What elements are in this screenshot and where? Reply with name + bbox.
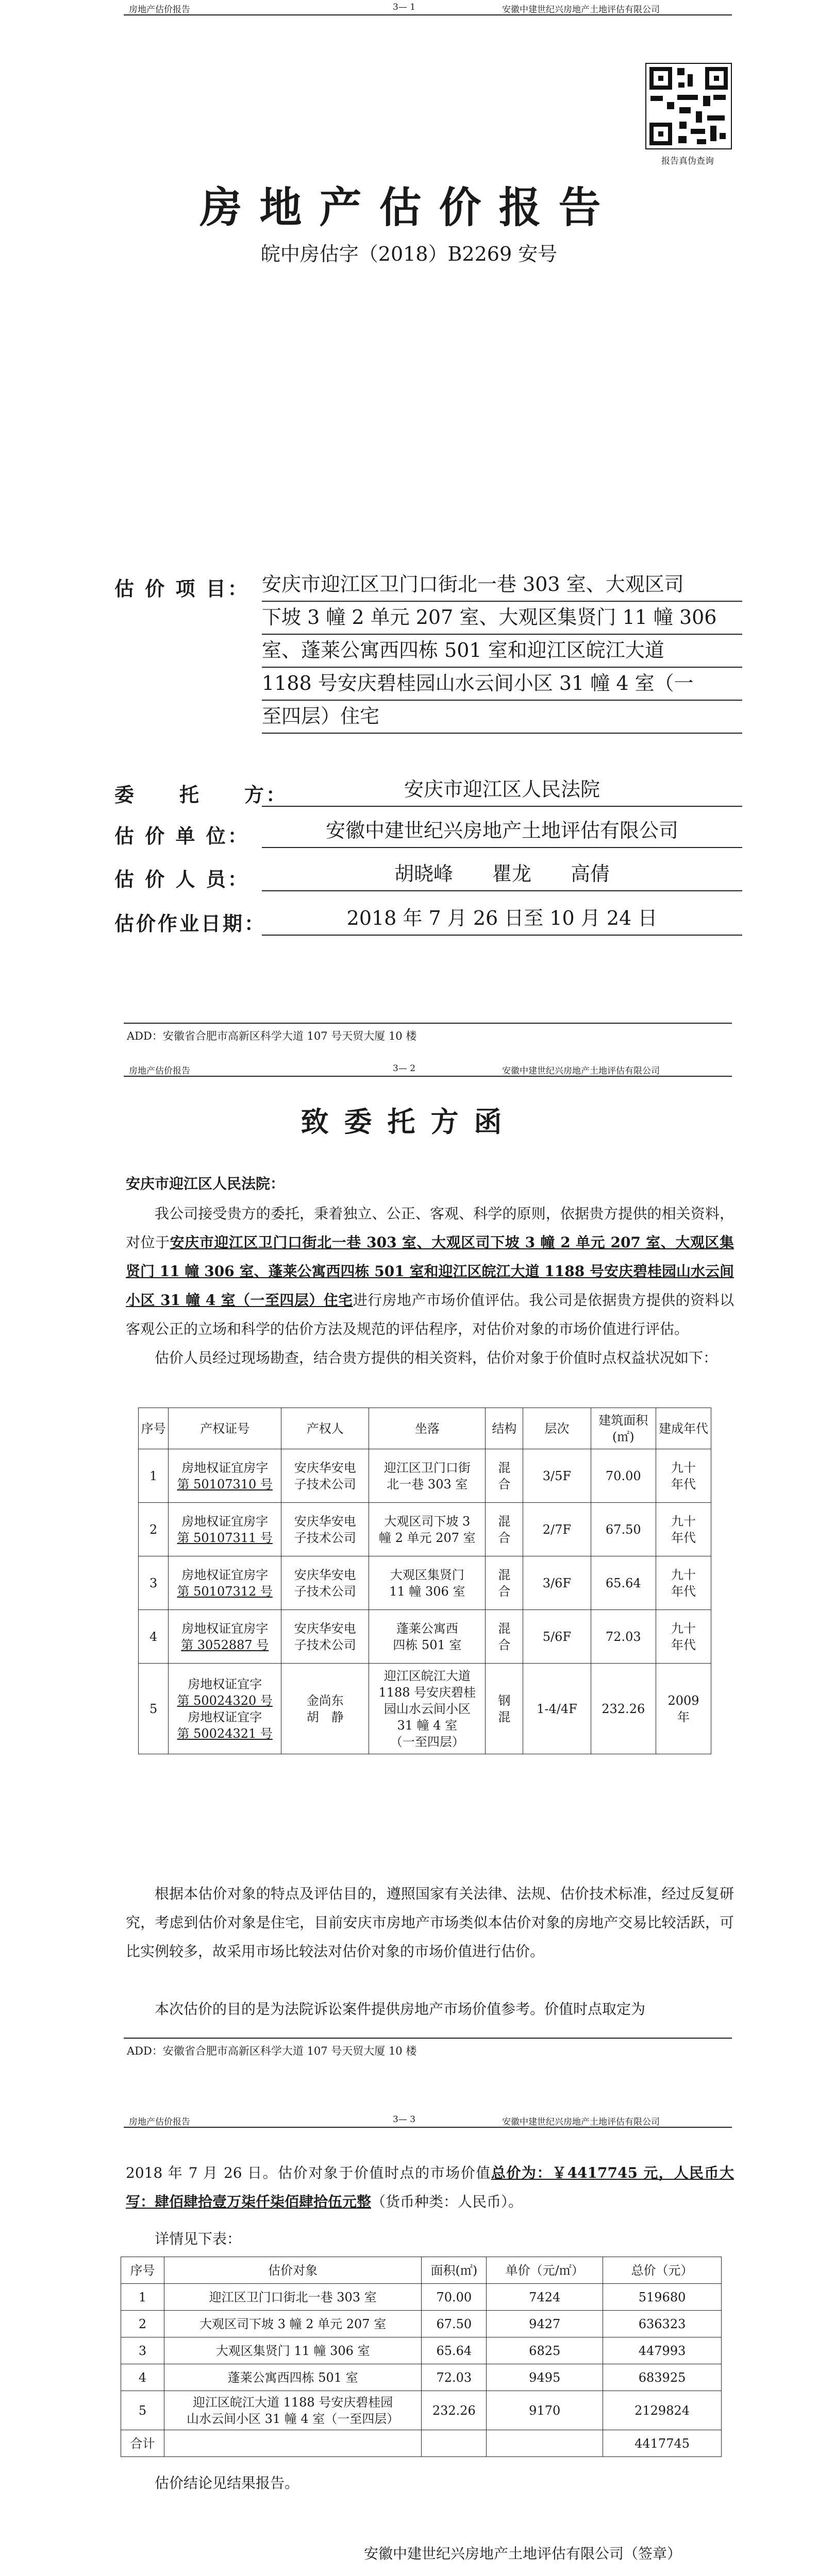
conclusion-text: 估价结论见结果报告。 xyxy=(155,2475,299,2492)
letter-paragraph-1: 我公司接受贵方的委托，秉着独立、公正、客观、科学的原则，依据贵方提供的相关资料，对位于安庆市迎江区卫门口街北一巷 303 室、大观区司下坡 3 幢 2 单元 207 室、大观区集贤门 11 幢 306 室、蓬莱公寓西四栋 501 室和迎江区皖江大道 1188 号安庆碧桂园山水云间小区 31 幢 4 室（一至四层）住宅进行房地产市场价值评估。我公司是依据贵方提供的资料以客观公正的立场和科学的估价方法及规范的评估程序，对估价对象的市场价值进行评估。 xyxy=(126,1205,734,1337)
header-right: 安徽中建世纪兴房地产土地评估有限公司 xyxy=(502,5,660,15)
col-header-area: 面积(㎡) xyxy=(422,2257,487,2284)
property-table xyxy=(138,1408,711,1754)
table-row: 4 蓬莱公寓西四栋 501 室 72.03 9495 683925 xyxy=(121,2364,722,2391)
page-header xyxy=(0,2112,818,2126)
sum-total: 4417745 xyxy=(603,2430,722,2457)
letter-objects-underlined: 安庆市迎江区卫门口街北一巷 303 室、大观区司下坡 3 幢 2 单元 207 室、大观区集贤门 11 幢 306 室、蓬莱公寓西四栋 501 室和迎江区皖江大道 1188 号安庆碧桂园山水云间小区 31 幢 4 室（一至四层）住宅 xyxy=(126,1234,734,1309)
page-header xyxy=(0,0,818,13)
letter-title: 致委托方函 xyxy=(301,1105,517,1138)
header-page-number: 3— 2 xyxy=(393,1063,416,1074)
table-row: 1 迎江区卫门口街北一巷 303 室 70.00 7424 519680 xyxy=(121,2284,722,2311)
page-footer xyxy=(0,1023,818,1043)
table-row: 3 大观区集贤门 11 幢 306 室 65.64 6825 447993 xyxy=(121,2337,722,2364)
table-row: 3 房地权证宜房字 第 50107312 号 安庆华安电 子技术公司 大观区集贤门 11 幢 306 室 混 合 3/6F 65.64 九十 年代 xyxy=(139,1556,711,1610)
client-label: 委 托 方： xyxy=(114,783,288,806)
col-header-structure: 结构 xyxy=(486,1408,523,1449)
date-value: 2018 年 7 月 26 日至 10 月 24 日 xyxy=(262,902,742,936)
header-page-number: 3— 3 xyxy=(393,2114,416,2125)
header-left: 房地产估价报告 xyxy=(129,2117,190,2127)
report-number: 皖中房估字（2018）B2269 安号 xyxy=(260,243,558,265)
header-rule xyxy=(124,1076,732,1077)
header-rule xyxy=(124,2127,732,2128)
letter-paragraph-4: 本次估价的目的是为法院诉讼案件提供房地产市场价值参考。价值时点取定为 xyxy=(155,2001,646,2018)
table-row: 5 房地权证宜字 第 50024320 号 房地权证宜字 第 50024321 号 金尚东 胡 静 迎江区皖江大道 1188 号安庆碧桂 园山水云间小区 31 幢 4 室 （一至四层） 钢 混 1-4/4F 232.26 2009 年 xyxy=(139,1664,711,1754)
page-header xyxy=(0,1061,818,1075)
col-header-no: 序号 xyxy=(121,2257,164,2284)
staff-value: 胡晓峰 瞿龙 高倩 xyxy=(262,857,742,891)
project-line-1: 安庆市迎江区卫门口街北一巷 303 室、大观区司 xyxy=(262,568,742,602)
table-row: 1 房地权证宜房字 第 50107310 号 安庆华安电 子技术公司 迎江区卫门口街 北一巷 303 室 混 合 3/5F 70.00 九十 年代 xyxy=(139,1449,711,1503)
footer-rule xyxy=(124,1023,732,1024)
col-header-object: 估价对象 xyxy=(164,2257,421,2284)
header-right: 安徽中建世纪兴房地产土地评估有限公司 xyxy=(502,2117,660,2127)
signature-company: 安徽中建世纪兴房地产土地评估有限公司（签章） xyxy=(364,2545,682,2562)
header-rule xyxy=(124,14,732,15)
qr-caption: 报告真伪查询 xyxy=(661,156,714,166)
report-title: 房地产估价报告 xyxy=(199,183,619,232)
footer-rule xyxy=(124,2038,732,2039)
col-header-area: 建筑面积(㎡) xyxy=(591,1408,656,1449)
qr-code-icon[interactable] xyxy=(645,63,732,149)
col-header-cert: 产权证号 xyxy=(169,1408,281,1449)
project-line-4: 1188 号安庆碧桂园山水云间小区 31 幢 4 室（一 xyxy=(262,667,742,701)
detail-intro: 详情见下表： xyxy=(155,2230,242,2247)
client-value: 安庆市迎江区人民法院 xyxy=(262,773,742,807)
header-page-number: 3— 1 xyxy=(393,2,416,12)
col-header-owner: 产权人 xyxy=(281,1408,369,1449)
col-header-total: 总价（元） xyxy=(603,2257,722,2284)
unit-label: 估 价 单 位： xyxy=(114,824,249,848)
valuation-total-underlined: 总价为：￥4417745 元，人民币大写：肆佰肆拾壹万柒仟柒佰肆拾伍元整 xyxy=(126,2164,734,2210)
page-footer xyxy=(0,2038,818,2058)
col-header-no: 序号 xyxy=(139,1408,169,1449)
project-line-3: 室、蓬莱公寓西四栋 501 室和迎江区皖江大道 xyxy=(262,634,742,668)
valuation-paragraph: 2018 年 7 月 26 日。估价对象于价值时点的市场价值总价为：￥4417745 元，人民币大写：肆佰肆拾壹万柒仟柒佰肆拾伍元整（货币种类：人民币）。 xyxy=(126,2164,734,2210)
project-line-5: 至四层）住宅 xyxy=(262,700,742,734)
staff-label: 估 价 人 员： xyxy=(114,868,249,891)
letter-salutation: 安庆市迎江区人民法院： xyxy=(126,1175,285,1192)
table-total-row xyxy=(121,2430,722,2457)
letter-paragraph-3: 根据本估价对象的特点及评估目的，遵照国家有关法律、法规、估价技术标准，经过反复研究，考虑到估价对象是住宅，目前安庆市房地产市场类似本估价对象的房地产交易比较活跃，可比实例较多，故采用市场比较法对估价对象的市场价值进行估价。 xyxy=(126,1885,734,1960)
table-row: 4 房地权证宜房字 第 3052887 号 安庆华安电 子技术公司 蓬莱公寓西 四栋 501 室 混 合 5/6F 72.03 九十 年代 xyxy=(139,1610,711,1664)
project-label: 估 价 项 目： xyxy=(114,577,249,600)
footer-address: ADD：安徽省合肥市高新区科学大道 107 号天贸大厦 10 楼 xyxy=(127,1030,417,1042)
letter-paragraph-2: 估价人员经过现场勘查，结合贵方提供的相关资料，估价对象于价值时点权益状况如下： xyxy=(155,1349,718,1366)
header-left: 房地产估价报告 xyxy=(129,1066,190,1076)
valuation-table xyxy=(121,2257,722,2457)
col-header-unit-price: 单价（元/㎡） xyxy=(487,2257,603,2284)
unit-value: 安徽中建世纪兴房地产土地评估有限公司 xyxy=(262,814,742,848)
sum-label: 合计 xyxy=(121,2430,164,2457)
header-right: 安徽中建世纪兴房地产土地评估有限公司 xyxy=(502,1066,660,1076)
footer-address: ADD：安徽省合肥市高新区科学大道 107 号天贸大厦 10 楼 xyxy=(127,2045,417,2057)
table-row: 5 迎江区皖江大道 1188 号安庆碧桂园 山水云间小区 31 幢 4 室（一至四层） 232.26 9170 2129824 xyxy=(121,2391,722,2430)
date-label: 估价作业日期： xyxy=(114,912,266,935)
table-row: 2 房地权证宜房字 第 50107311 号 安庆华安电 子技术公司 大观区司下坡 3 幢 2 单元 207 室 混 合 2/7F 67.50 九十 年代 xyxy=(139,1503,711,1556)
col-header-floor: 层次 xyxy=(523,1408,591,1449)
project-line-2: 下坡 3 幢 2 单元 207 室、大观区集贤门 11 幢 306 xyxy=(262,601,742,635)
col-header-year: 建成年代 xyxy=(656,1408,711,1449)
table-row: 2 大观区司下坡 3 幢 2 单元 207 室 67.50 9427 636323 xyxy=(121,2311,722,2337)
col-header-location: 坐落 xyxy=(369,1408,486,1449)
header-left: 房地产估价报告 xyxy=(129,5,190,15)
